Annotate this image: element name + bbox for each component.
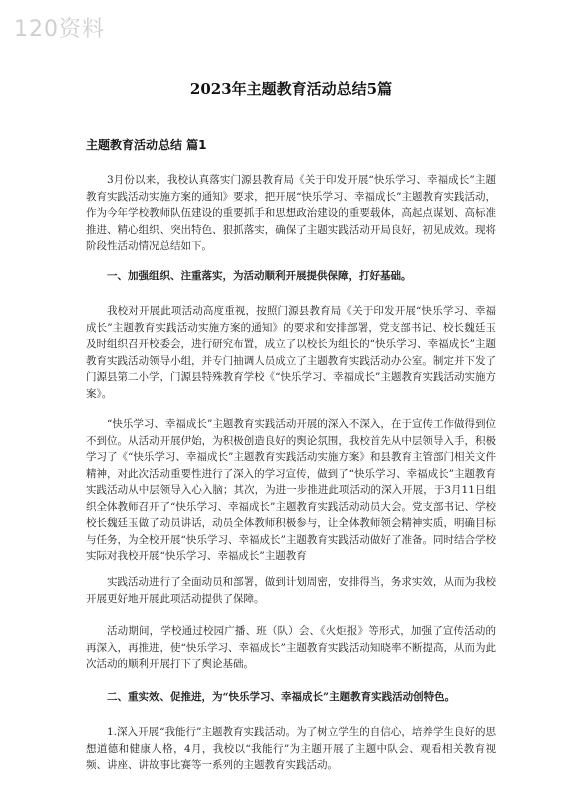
paragraph-i-can-do: 1.深入开展“我能行”主题教育实践活动。为了树立学生的自信心，培养学生良好的思想道德和健康人格，4月，我校以“我能行”为主题开展了主题中队会、观看相关教育视频、讲座、讲故事比赛等一系列的主题教育实践活动。 bbox=[86, 726, 496, 771]
paragraph-activities: 活动期间，学校通过校园广播、班（队）会、《火炬报》等形式，加强了宣传活动的再深入，再推进，使“快乐学习、幸福成长”主题教育实践活动知晓率不断提高，从而为此次活动的顺利开展打下了舆论基础。 bbox=[86, 625, 496, 670]
paragraph-publicity: “快乐学习、幸福成长”主题教育实践活动开展的深入不深入，在于宣传工作做得到位不到位。从活动开展伊始，为积极创造良好的舆论氛围，我校首先从中层领导入手，积极学习了《“快乐学习、幸福成长”主题教育实践活动实施方案》和县教育主管部门相关文件精神，对此次活动重要性进行了深入的学习宣传，做到了“快乐学习、幸福成长”主题教育实践活动从中层领导入心入脑；其次，为进一步推进此项活动的深入开展，于3月11日组织全体教师召开了“快乐学习、幸福成长”主题教育实践活动动员大会。党支部书记、学校校长魏廷玉做了动员讲话，动员全体教师积极参与，让全体教师领会精神实质，明确目标与任务，为全校开展“快乐学习、幸福成长”主题教育实践活动做好了准备。同时结合学校实际对我校开展“快乐学习、幸福成长”主题教育 bbox=[86, 418, 496, 562]
heading-one: 一、加强组织、注重落实，为活动顺利开展提供保障，打好基础。 bbox=[107, 270, 412, 282]
paragraph-organization: 我校对开展此项活动高度重视，按照门源县教育局《关于印发开展“快乐学习、幸福成长”主题教育实践活动实施方案的通知》的要求和安排部署，党支部书记、校长魏廷玉及时组织召开校委会，进行研究布置，成立了以校长为组长的“快乐学习、幸福成长”主题教育实践活动领导小组，并专门抽调人员成立了主题教育实践活动办公室。制定并下发了门源县第二小学，门源县特殊教育学校《“快乐学习、幸福成长”主题教育实践活动实施方案》。 bbox=[86, 305, 496, 400]
watermark: 120资料 bbox=[14, 17, 105, 42]
heading-two: 二、重实效、促推进，为“快乐学习、幸福成长”主题教育实践活动创特色。 bbox=[107, 691, 456, 703]
paragraph-mobilization: 实践活动进行了全面动员和部署，做到计划周密，安排得当，务求实效，从而为我校开展更好地开展此项活动提供了保障。 bbox=[86, 576, 496, 605]
paragraph-intro: 3月份以来，我校认真落实门源县教育局《关于印发开展“快乐学习、幸福成长”主题教育实践活动实施方案的通知》要求，把开展“快乐学习、幸福成长”主题教育实践活动，作为今年学校教师队伍建设的重要抓手和思想政治建设的重要载体，高起点谋划、高标准推进、精心组织、突出特色、狠抓落实，确保了主题实践活动开局良好，初见成效。现将阶段性活动情况总结如下。 bbox=[86, 174, 496, 252]
document-title: 2023年主题教育活动总结5篇 bbox=[189, 80, 393, 98]
section-title: 主题教育活动总结 篇1 bbox=[86, 138, 207, 152]
